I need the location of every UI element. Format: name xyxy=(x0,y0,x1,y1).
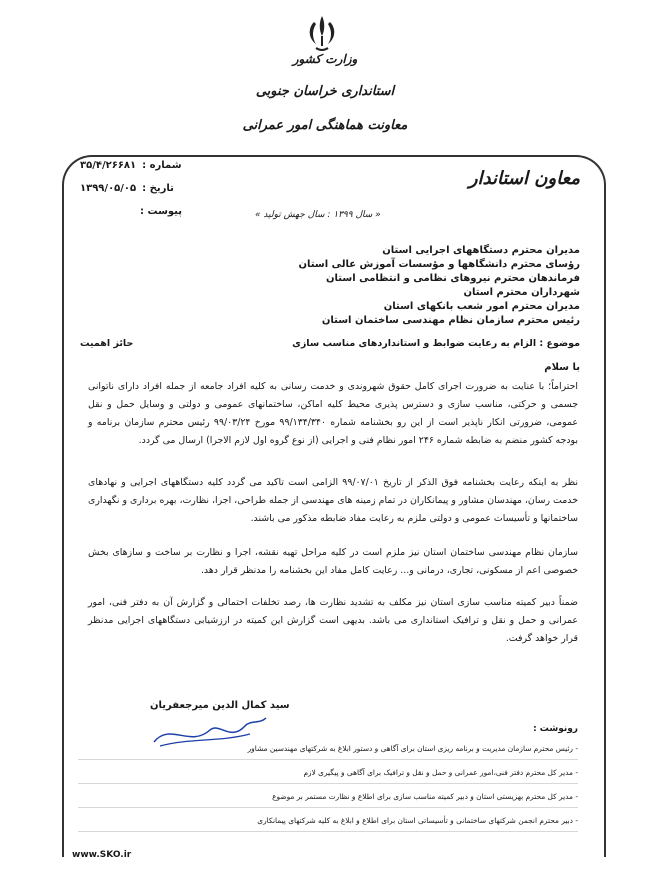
subject-label: موضوع : xyxy=(539,338,580,349)
body-paragraph: ضمناً دبیر کمیته مناسب سازی استان نیز مکلف به تشدید نظارت ها، رصد تخلفات احتمالی و گزارش آن به دفتر فنی، امور عمرانی و حمل و نقل و ترافیک استانداری می باشد. بدیهی است گزارش این کمیته در ارزشیابی دستگاههای اجرایی مدنظر قرار خواهد گرفت. xyxy=(88,597,578,644)
ministry-header: وزارت کشور xyxy=(292,52,358,66)
subject-line xyxy=(80,338,580,349)
greeting: با سلام xyxy=(544,362,580,373)
recipient: مدیران محترم امور شعب بانکهای استان xyxy=(383,301,580,312)
letter-date xyxy=(80,183,174,194)
cc-title: رونوشت : xyxy=(533,724,578,734)
governorate-header: استانداری خراسان جنوبی xyxy=(255,84,395,99)
letter-title: معاون استاندار xyxy=(468,168,580,189)
attach-label: پیوست : xyxy=(140,206,183,217)
date-value: ۱۳۹۹/۰۵/۰۵ xyxy=(80,183,137,194)
recipient: رئیس محترم سازمان نظام مهندسی ساختمان استان xyxy=(321,315,580,326)
deputy-header: معاونت هماهنگی امور عمرانی xyxy=(242,118,408,133)
recipient: فرماندهان محترم نیروهای نظامی و انتظامی استان xyxy=(326,273,580,284)
cc-item: - مدیر کل محترم بهزیستی استان و دبیر کمیته مناسب سازی برای اطلاع و نظارت مستمر بر موضوع xyxy=(78,792,578,808)
recipient: مدیران محترم دستگاههای اجرایی استان xyxy=(382,245,580,256)
subject-text: الزام به رعایت ضوابط و استانداردهای مناسب سازی xyxy=(292,338,537,349)
number-value: ۳۵/۴/۲۶۶۸۱ xyxy=(80,160,137,171)
recipient: رؤسای محترم دانشگاهها و مؤسسات آموزش عالی استان xyxy=(298,259,580,270)
cc-item: - دبیر محترم انجمن شرکتهای ساختمانی و تأسیساتی استان برای اطلاع و ابلاغ به کلیه شرکتهای پیمانکاری xyxy=(78,816,578,832)
priority-label: حائز اهمیت xyxy=(80,338,134,349)
body-paragraph: سازمان نظام مهندسی ساختمان استان نیز ملزم است در کلیه مراحل تهیه نقشه، اجرا و نظارت بر ساخت و سازهای بخش خصوصی اعم از مسکونی، تجاری، درمانی و... رعایت کامل مفاد این بخشنامه را مدنظر قرار دهد. xyxy=(88,547,578,576)
number-label: شماره : xyxy=(142,160,182,171)
body-paragraph: احتراماً؛ با عنایت به ضرورت اجرای کامل حقوق شهروندی و خدمت رسانی به کلیه افراد جامعه از جمله افراد دارای ناتوانی جسمی و حرکتی، مناسب سازی و دسترس پذیری محیط کلیه اماکن، ساختمانهای عمومی و دولتی و وسایل حمل و نقل عمومی، ضرورتی انکار ناپذیر است از این رو بخشنامه شماره ۹۹/۱۳۴/۳۴۰ مورخ ۹۹/۰۳/۲۴ رئیس محترم سازمان برنامه و بودجه کشور منضم به ضابطه شماره ۲۴۶ امور نظام فنی و اجرایی (از نوع گروه اول لازم الاجرا) ارسال می گردد. xyxy=(88,381,578,446)
date-label: تاریخ : xyxy=(142,183,174,194)
footer-url: www.SKO.ir xyxy=(72,850,132,860)
recipient: شهرداران محترم استان xyxy=(463,287,580,298)
iran-emblem-icon xyxy=(302,12,342,54)
letter-attachment xyxy=(140,206,182,217)
cc-item: - مدیر کل محترم دفتر فنی،امور عمرانی و حمل و نقل و ترافیک برای آگاهی و پیگیری لازم xyxy=(78,768,578,784)
year-slogan: « سال ۱۳۹۹ : سال جهش تولید » xyxy=(255,210,381,220)
body-paragraph: نظر به اینکه رعایت بخشنامه فوق الذکر از تاریخ ۹۹/۰۷/۰۱ الزامی است تاکید می گردد کلیه دستگاههای اجرایی و نهادهای خدمت رسان، مهندسان مشاور و پیمانکاران در تمام زمینه های مهندسی از جمله طراحی، اجرا، نظارت، بهره برداری و نگهداری ساختمانها و تأسیسات عمومی و دولتی ملزم به رعایت مفاد ضابطه مذکور می باشند. xyxy=(88,477,578,524)
cc-item: - رئیس محترم سازمان مدیریت و برنامه ریزی استان برای آگاهی و دستور ابلاغ به شرکتهای مهندسین مشاور xyxy=(78,744,578,760)
letter-number xyxy=(80,160,182,171)
signatory-name: سید کمال الدین میرجعفریان xyxy=(150,700,290,711)
